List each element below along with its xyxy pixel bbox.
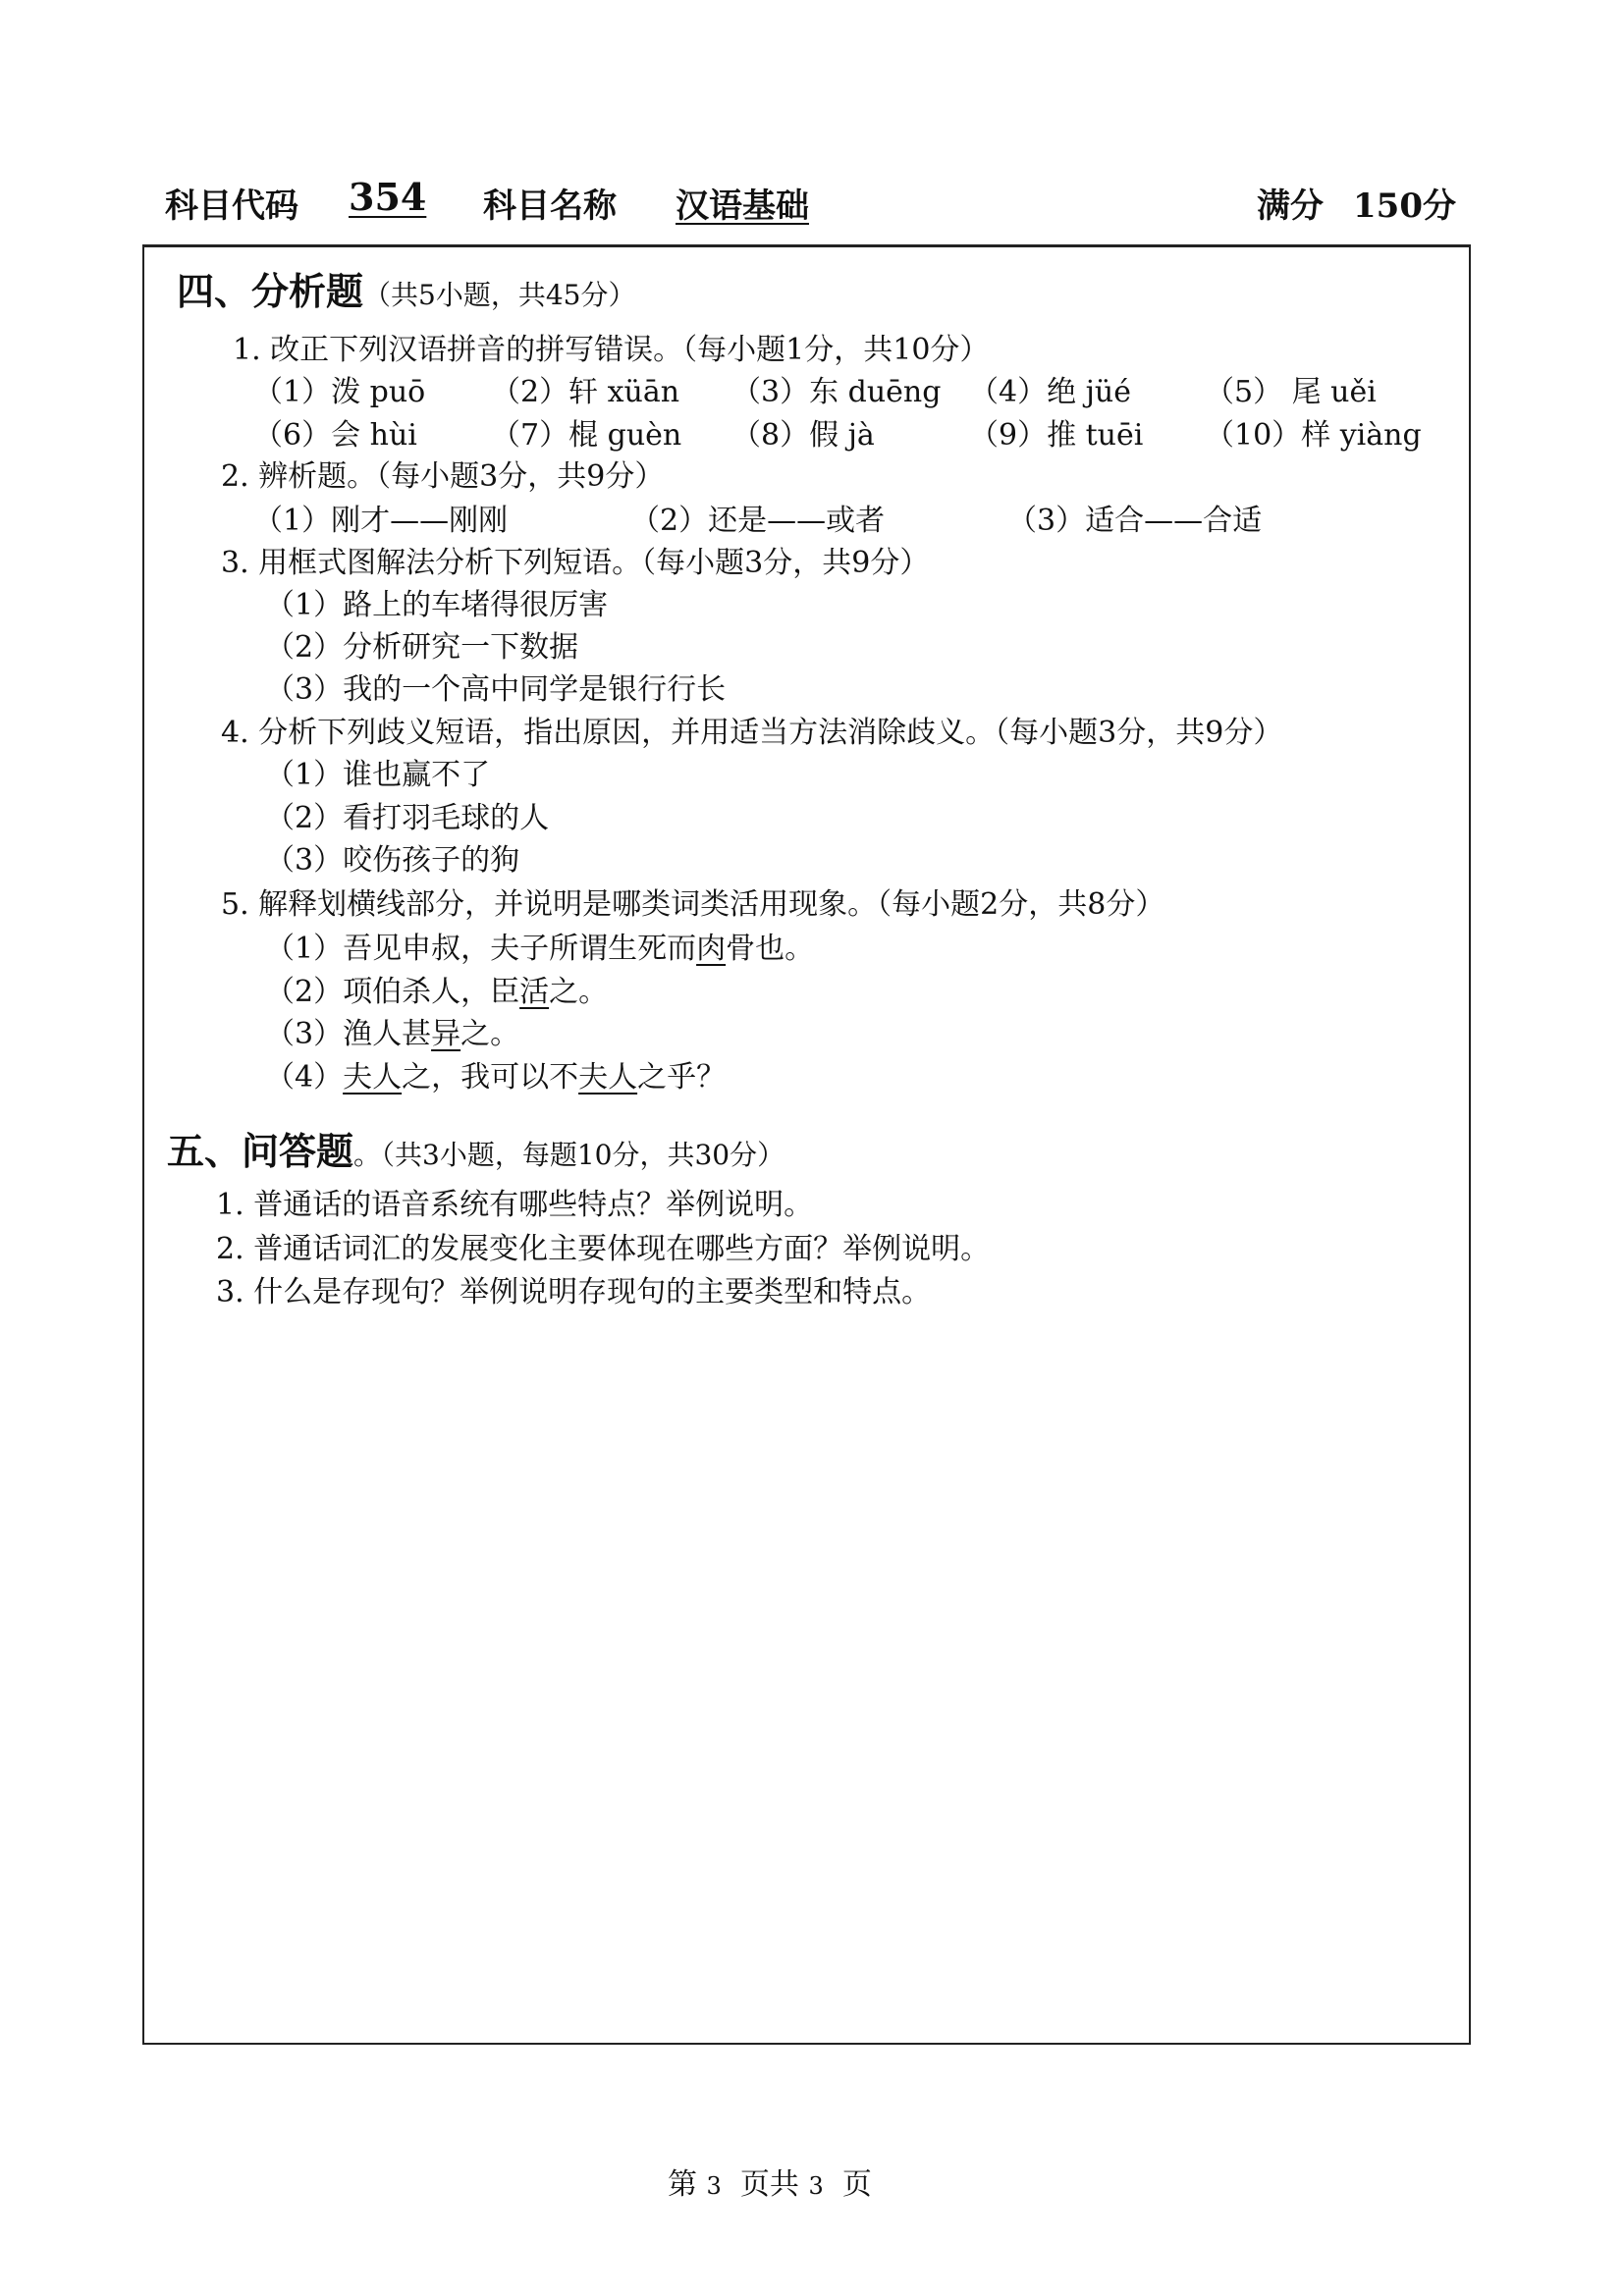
underlined-word: 异 — [431, 1017, 461, 1051]
full-score-label: 满分 — [1257, 187, 1324, 226]
underlined-word: 活 — [519, 975, 550, 1009]
subject-name-label: 科目名称 — [483, 187, 617, 226]
q5-item — [265, 930, 814, 969]
q4-item: （2）看打羽毛球的人 — [265, 801, 550, 835]
q1-item: （3）东 duēng — [731, 375, 942, 409]
text: 之。 — [460, 1017, 520, 1051]
subject-code-label: 科目代码 — [165, 187, 298, 226]
text: 之乎？ — [637, 1060, 727, 1095]
underlined-word: 夫人 — [343, 1060, 403, 1095]
page-footer — [668, 2160, 872, 2203]
underlined-word: 肉 — [696, 932, 727, 966]
section-4-heading — [177, 261, 635, 315]
q1-item: （9）推 tuēi — [969, 418, 1144, 453]
text: （2）项伯杀人，臣 — [265, 975, 520, 1009]
q5-item — [265, 973, 608, 1012]
q3-stem: 3. 用框式图解法分析下列短语。（每小题3分，共9分） — [221, 546, 930, 580]
total-pages: 3 — [808, 2172, 824, 2200]
q1-item: （5） 尾 uěi — [1205, 375, 1377, 409]
q5-item — [265, 1015, 519, 1054]
underlined-word: 夫人 — [578, 1060, 638, 1095]
section-note: 。（共3小题，每题10分，共30分） — [353, 1139, 785, 1171]
q4-item: （3）咬伤孩子的狗 — [265, 843, 520, 878]
section-5-heading — [167, 1121, 784, 1175]
q1-item: （1）泼 puō — [253, 375, 426, 409]
text: 页 — [841, 2167, 872, 2202]
q3-item: （1）路上的车堵得很厉害 — [265, 588, 609, 622]
section-title: 四、分析题 — [177, 269, 364, 313]
q1-item: （2）轩 xüān — [491, 375, 680, 409]
subject-name: 汉语基础 — [676, 187, 809, 226]
text: 第 — [668, 2167, 697, 2202]
q2-stem: 2. 辨析题。（每小题3分，共9分） — [221, 459, 665, 494]
q5-question: 3. 什么是存现句？举例说明存现句的主要类型和特点。 — [216, 1275, 932, 1309]
q1-stem: 1. 改正下列汉语拼音的拼写错误。（每小题1分，共10分） — [233, 333, 990, 367]
q1-item: （7）棍 guèn — [491, 418, 682, 453]
page-number: 3 — [706, 2172, 722, 2200]
q1-item: （10）样 yiàng — [1205, 418, 1422, 453]
q3-item: （2）分析研究一下数据 — [265, 630, 579, 665]
q2-item: （3）适合——合适 — [1007, 504, 1263, 538]
text: （1）吾见申叔，夫子所谓生死而 — [265, 932, 697, 966]
q3-item: （3）我的一个高中同学是银行行长 — [265, 672, 727, 707]
text: 之，我可以不 — [402, 1060, 579, 1095]
q2-item: （1）刚才——刚刚 — [253, 504, 509, 538]
q4-stem: 4. 分析下列歧义短语，指出原因，并用适当方法消除歧义。（每小题3分，共9分） — [221, 716, 1283, 750]
full-score: 150分 — [1353, 187, 1456, 226]
text: 页共 — [739, 2167, 799, 2202]
q5-question: 1. 普通话的语音系统有哪些特点？举例说明。 — [216, 1188, 814, 1222]
q5-stem: 5. 解释划横线部分，并说明是哪类词类活用现象。（每小题2分，共8分） — [221, 887, 1165, 922]
q4-item: （1）谁也赢不了 — [265, 758, 491, 792]
q5-item — [265, 1058, 726, 1097]
q1-item: （4）绝 jüé — [969, 375, 1131, 409]
section-note: （共5小题，共45分） — [363, 279, 636, 311]
section-title: 五、问答题 — [167, 1129, 354, 1173]
q5-question: 2. 普通话词汇的发展变化主要体现在哪些方面？举例说明。 — [216, 1232, 991, 1266]
text: （3）渔人甚 — [265, 1017, 432, 1051]
text: （4） — [265, 1060, 344, 1095]
q1-item: （6）会 hùi — [253, 418, 417, 453]
text: 之。 — [549, 975, 609, 1009]
q1-item: （8）假 jà — [731, 418, 875, 453]
text: 骨也。 — [726, 932, 815, 966]
q2-item: （2）还是——或者 — [630, 504, 886, 538]
subject-code: 354 — [349, 175, 427, 219]
